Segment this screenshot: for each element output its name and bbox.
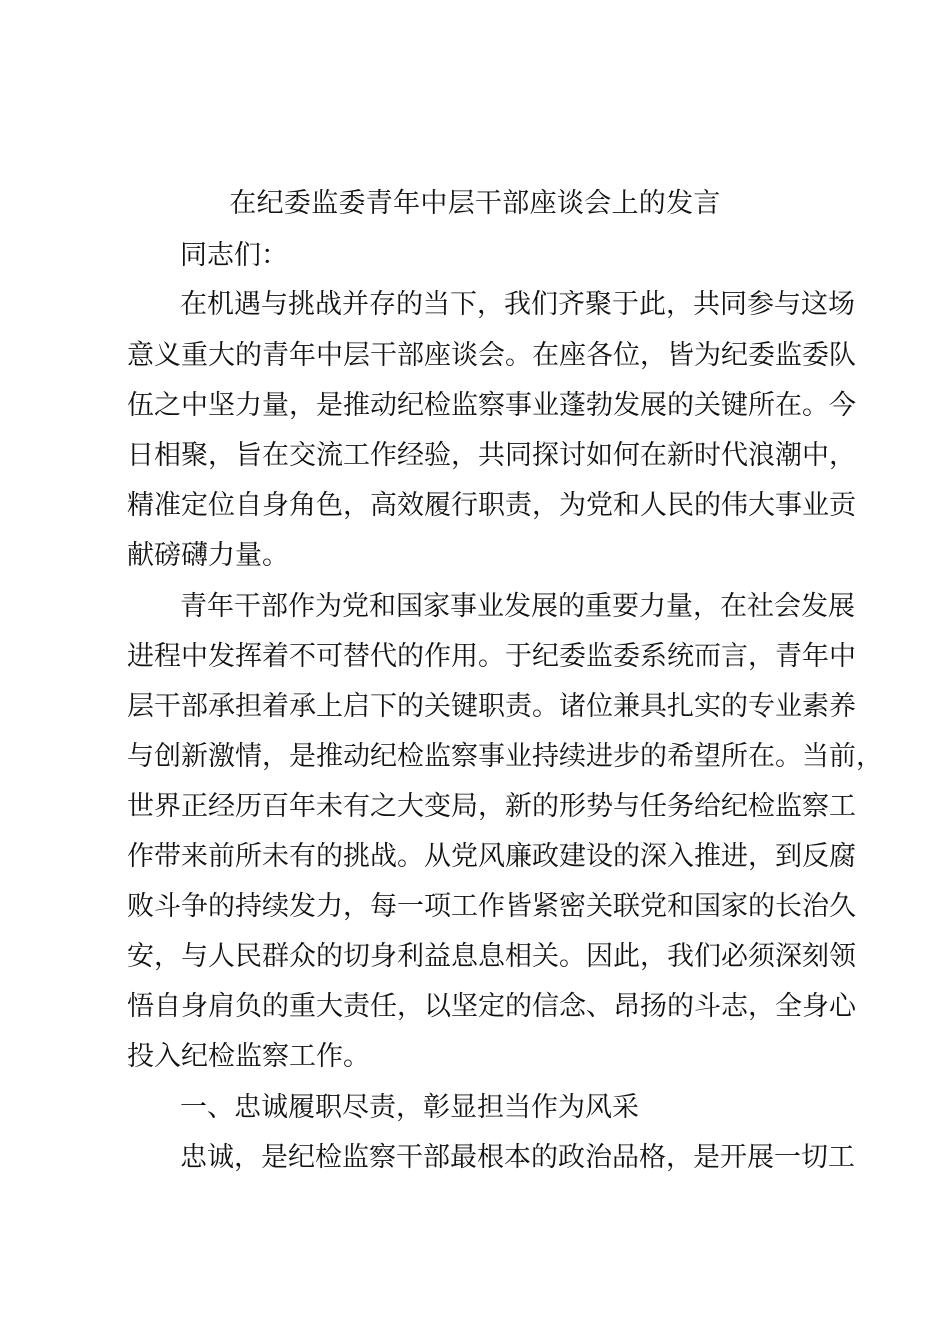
paragraph-1-line-5: 精准定位自身角色，高效履行职责，为党和人民的伟大事业贡: [127, 490, 856, 521]
paragraph-1-line-6: 献磅礴力量。: [127, 540, 289, 571]
section-1-heading: 一、忠诚履职尽责，彰显担当作为风采: [180, 1092, 639, 1123]
paragraph-2-line-9: 悟自身肩负的重大责任，以坚定的信念、昂扬的斗志，全身心: [127, 991, 856, 1022]
document-title: 在纪委监委青年中层干部座谈会上的发言: [229, 188, 721, 219]
paragraph-2-line-6: 作带来前所未有的挑战。从党风廉政建设的深入推进，到反腐: [127, 841, 856, 872]
paragraph-1-line-1: 在机遇与挑战并存的当下，我们齐聚于此，共同参与这场: [180, 289, 855, 320]
salutation: 同志们：: [180, 240, 288, 271]
paragraph-2-line-10: 投入纪检监察工作。: [127, 1041, 370, 1072]
paragraph-2-line-2: 进程中发挥着不可替代的作用。于纪委监委系统而言，青年中: [127, 641, 856, 672]
paragraph-1-line-2: 意义重大的青年中层干部座谈会。在座各位，皆为纪委监委队: [127, 340, 856, 371]
paragraph-2-line-1: 青年干部作为党和国家事业发展的重要力量，在社会发展: [180, 591, 855, 622]
paragraph-2-line-3: 层干部承担着承上启下的关键职责。诸位兼具扎实的专业素养: [127, 691, 856, 722]
paragraph-1-line-4: 日相聚，旨在交流工作经验，共同探讨如何在新时代浪潮中，: [127, 440, 856, 471]
paragraph-3-line-1: 忠诚，是纪检监察干部最根本的政治品格，是开展一切工: [180, 1142, 855, 1173]
paragraph-1-line-3: 伍之中坚力量，是推动纪检监察事业蓬勃发展的关键所在。今: [127, 390, 856, 421]
paragraph-2-line-8: 安，与人民群众的切身利益息息相关。因此，我们必须深刻领: [127, 941, 856, 972]
paragraph-2-line-5: 世界正经历百年未有之大变局，新的形势与任务给纪检监察工: [127, 791, 856, 822]
paragraph-2-line-4: 与创新激情，是推动纪检监察事业持续进步的希望所在。当前，: [127, 741, 883, 772]
paragraph-2-line-7: 败斗争的持续发力，每一项工作皆紧密关联党和国家的长治久: [127, 891, 856, 922]
